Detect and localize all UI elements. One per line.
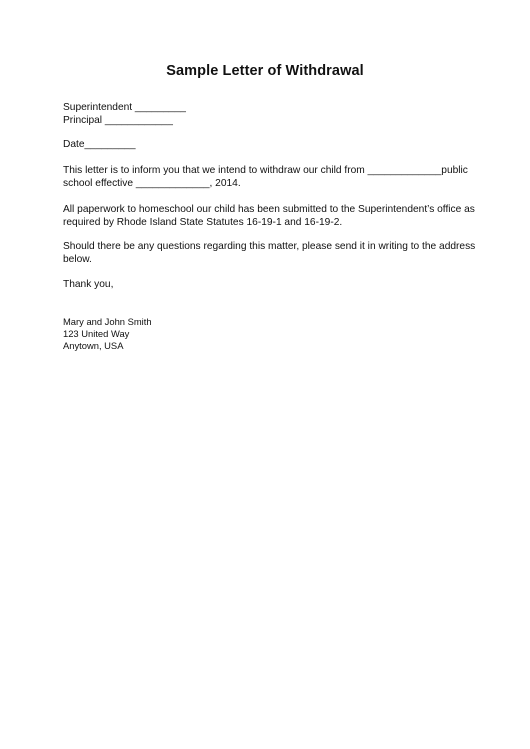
date-block [63,138,473,151]
closing-block [63,278,473,291]
signature-name: Mary and John Smith [63,316,152,327]
signature-block [63,316,152,353]
withdrawal-paragraph [63,164,473,190]
principal-line: Principal ____________ [63,115,173,126]
recipients-block [63,101,473,127]
paperwork-paragraph-line-2: required by Rhode Island State Statutes 16-19-1 and 16-19-2. [63,217,343,228]
signature-city: Anytown, USA [63,340,124,352]
paperwork-paragraph [63,203,473,229]
date-line: Date_________ [63,139,136,150]
letter-title: Sample Letter of Withdrawal [166,63,364,79]
closing-line: Thank you, [63,279,114,290]
questions-paragraph [63,240,476,266]
signature-street: 123 United Way [63,328,130,340]
paperwork-paragraph-line-1: All paperwork to homeschool our child has been submitted to the Superintendent’s office as [63,204,475,215]
withdrawal-paragraph-line-2: school effective _____________, 2014. [63,178,241,189]
questions-paragraph-line-1: Should there be any questions regarding this matter, please send it in writing to the address [63,241,476,252]
superintendent-line: Superintendent _________ [63,102,186,113]
questions-paragraph-line-2: below. [63,254,92,265]
withdrawal-paragraph-line-1: This letter is to inform you that we intend to withdraw our child from _____________public [63,165,468,176]
